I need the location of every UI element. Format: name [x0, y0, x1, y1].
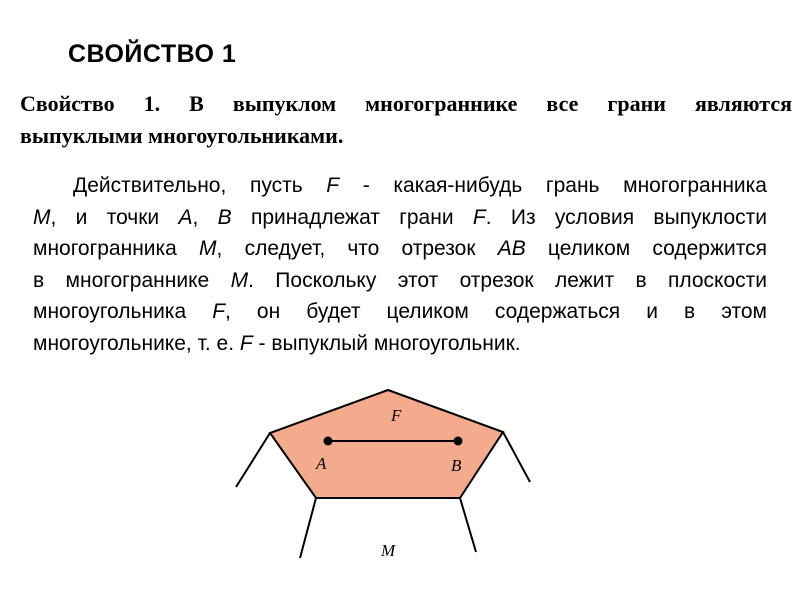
label-b: B	[451, 456, 462, 475]
edge-right-upper	[503, 432, 530, 482]
math-variable: B	[217, 205, 232, 229]
text-run: принадлежат грани	[231, 205, 473, 229]
point-b	[454, 437, 463, 446]
edge-right-lower	[460, 498, 476, 552]
text-run: , следует, что отрезок	[216, 237, 498, 260]
text-run: - какая-нибудь грань многогранника	[339, 174, 767, 197]
text-run: многогранника	[33, 237, 200, 260]
text-run: ,	[192, 205, 218, 229]
page-title: СВОЙСТВО 1	[68, 40, 237, 68]
text-run: , он будет целиком содержаться и в этом	[225, 300, 767, 323]
label-m: M	[381, 541, 396, 560]
statement-line-2: выпуклыми многоугольниками.	[20, 123, 344, 148]
math-variable: F	[326, 174, 340, 197]
math-variable: M	[33, 205, 51, 229]
text-run: . Из условия выпуклости	[485, 205, 767, 229]
text-run: целиком содержится	[525, 237, 767, 260]
text-run: многоугольника	[33, 300, 213, 323]
label-f: F	[391, 406, 402, 425]
text-run: Действительно, пусть	[73, 174, 327, 197]
label-a: A	[316, 454, 327, 473]
text-run: - выпуклый многоугольник.	[252, 331, 521, 355]
text-run: . Поскольку этот отрезок лежит в плоскости	[248, 268, 767, 292]
statement-line-1: Свойство 1. В выпуклом многограннике все грани являются	[20, 91, 792, 116]
math-variable: F	[212, 300, 226, 323]
edge-left-upper	[236, 433, 270, 487]
face-f-polygon	[270, 390, 503, 498]
math-variable: F	[239, 331, 253, 355]
math-variable: M	[199, 237, 217, 260]
math-variable: AB	[497, 237, 526, 260]
point-a	[324, 437, 333, 446]
edge-left-lower	[300, 498, 316, 558]
math-variable: A	[178, 205, 193, 229]
text-run: многоугольнике, т. е.	[33, 331, 240, 355]
math-variable: M	[230, 268, 249, 292]
math-variable: F	[472, 205, 486, 229]
text-run: , и точки	[50, 205, 179, 229]
text-run: в многограннике	[33, 268, 231, 292]
